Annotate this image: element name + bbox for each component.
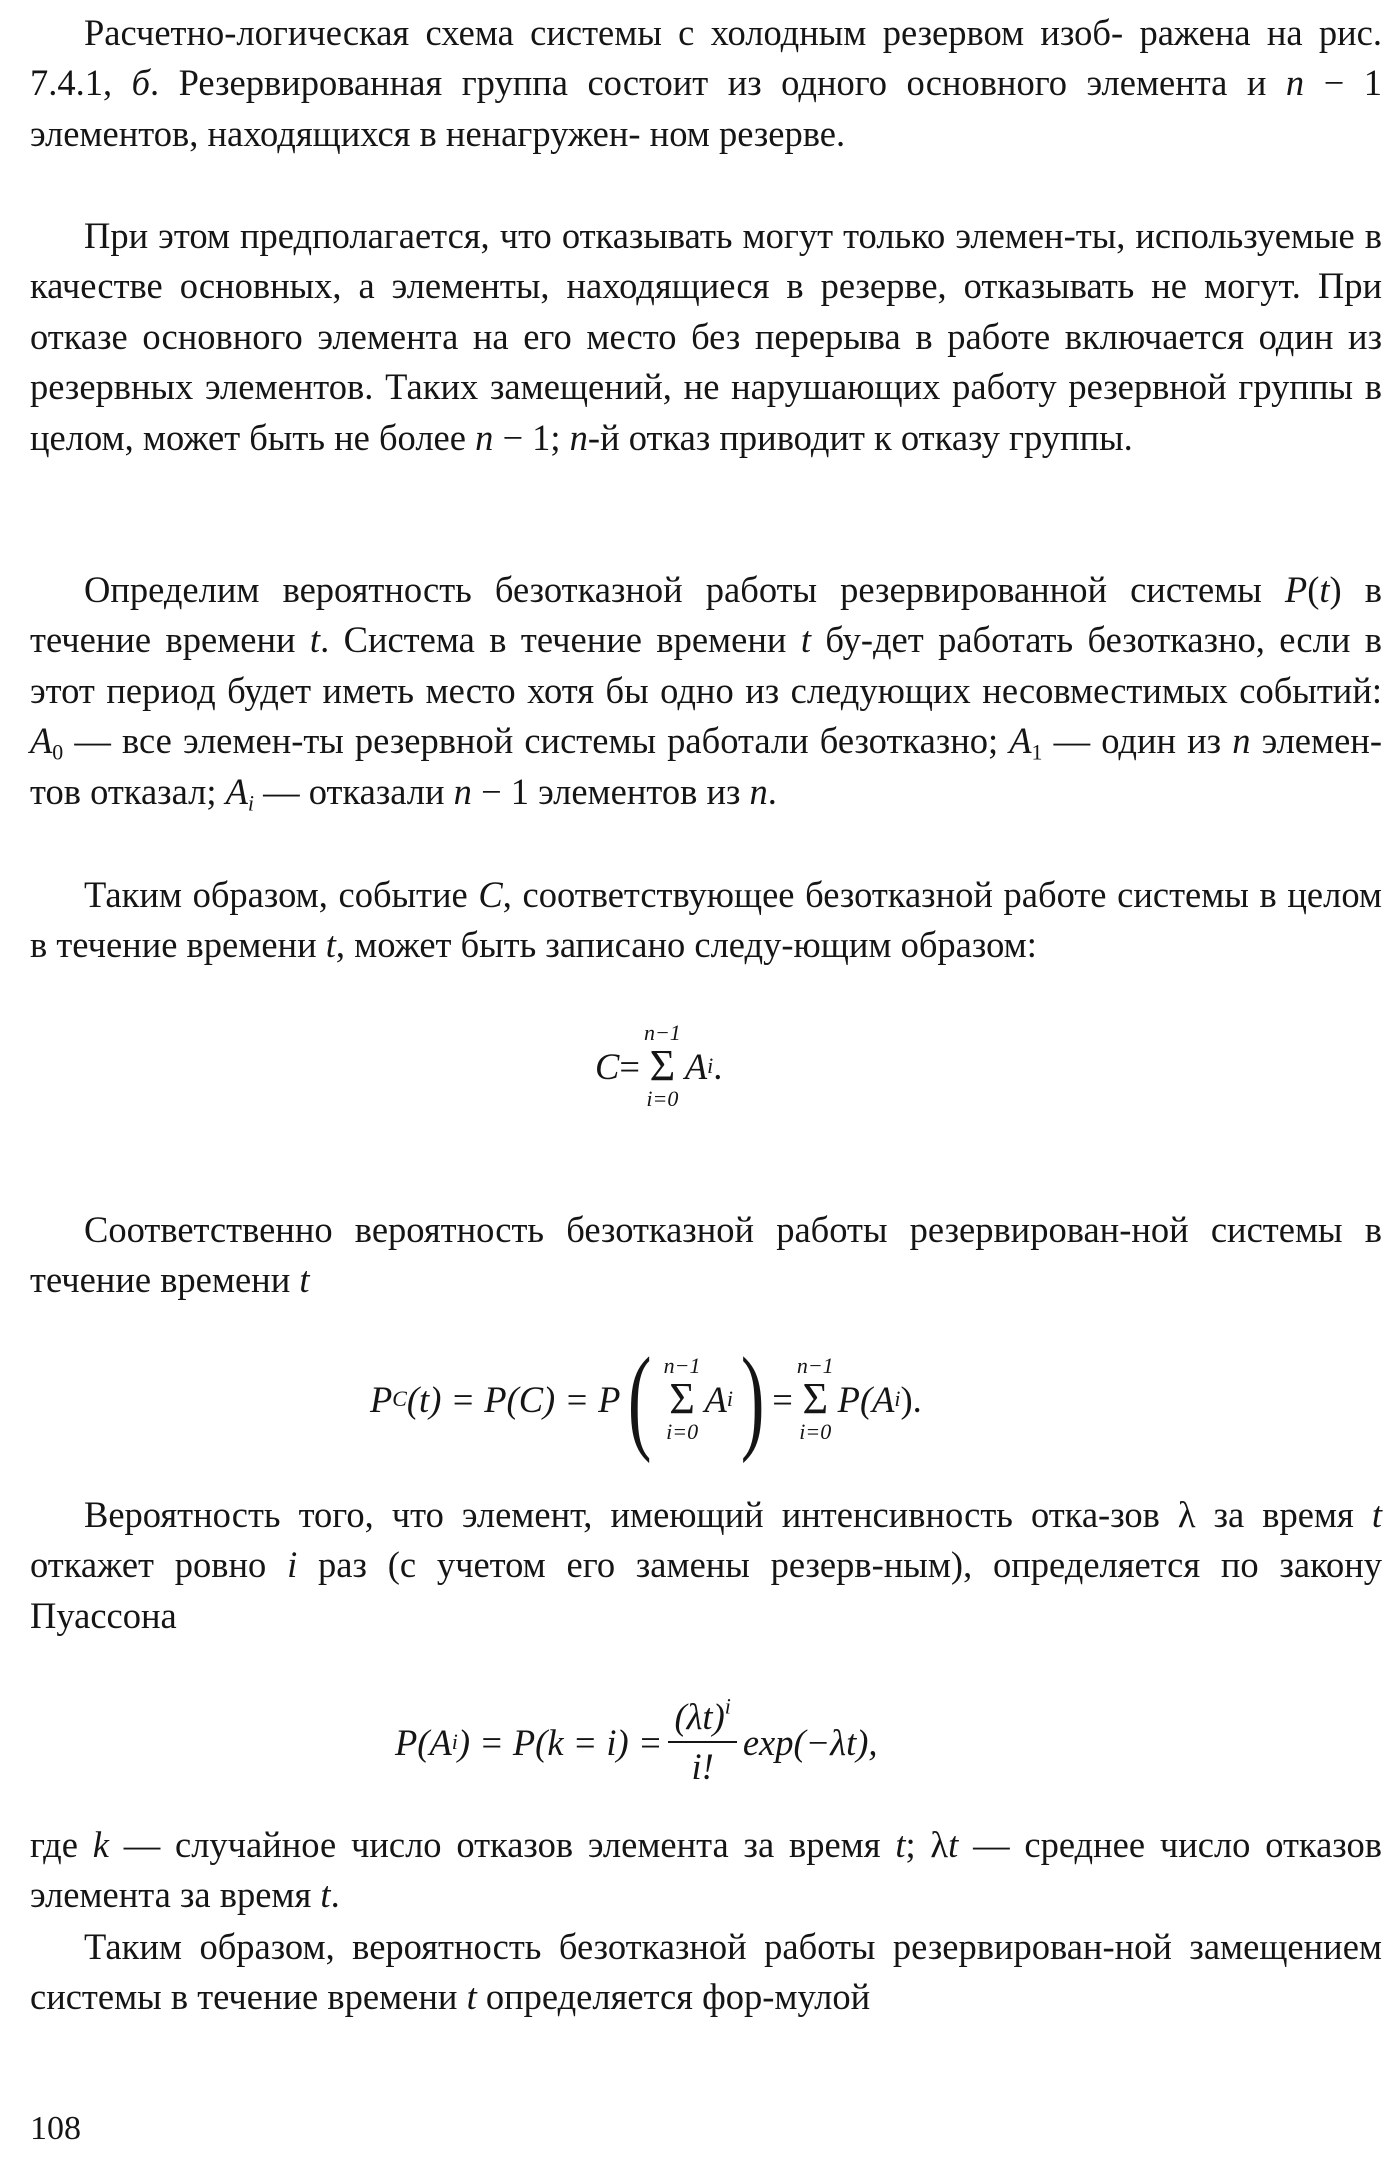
paragraph-6: Вероятность того, что элемент, имеющий интенсивность отка-зов λ за время t откажет ровно i раз (с учетом его замены резерв-ным), определяется по закону Пуассона (30, 1494, 1382, 1636)
paragraph-7: где k — случайное число отказов элемента за время t; λt — среднее число отказов элемента за время t. (30, 1824, 1382, 1916)
sum-operator: n−1 Σ i=0 (796, 1353, 834, 1444)
paragraph-5: Соответственно вероятность безотказной работы резервирован-ной системы в течение времени t (30, 1209, 1382, 1301)
formula-poisson: P(A i ) = P(k = i) = $\frac{(\lambda t)^i}{i!}$ exp(−λt), (395, 1693, 878, 1787)
paragraph-4: Таким образом, событие C, соответствующее безотказной работе системы в целом в течение времени t, может быть записано следу-ющим образом: (30, 874, 1382, 966)
poisson-fraction: $\frac{(\lambda t)^i}{i!}$ (668, 1695, 736, 1789)
paragraph-3: Определим вероятность безотказной работы резервированной системы P(t) в течение времени t. Система в течение времени t бу-дет работать безотказно, если в этот период будет иметь место хотя бы одно из следующих несовместимых событий: $A_0$ — все элемен-ты резервной системы работали безотказно; $A_1$ — один из n элемен-тов отказал; $A_i$ — отказали n − 1 элементов из n. (30, 569, 1382, 816)
paragraph-1: Расчетно-логическая схема системы с холодным резервом изоб- ражена на рис. 7.4.1, б. Резервированная группа состоит из одного основного элемента и n − 1 элементов, находящихся в ненагружен- ном резерве. (30, 12, 1383, 154)
formula-probability-sum: P C (t) = P(C) = P ( n−1 Σ i=0 A i ) = n−1 Σ i=0 P(A i ). (370, 1333, 922, 1464)
formula-sum-events: C = n−1 Σ i=0 A i . (595, 1020, 723, 1111)
paragraph-2: При этом предполагается, что отказывать могут только элемен-ты, используемые в качестве основных, а элементы, находящиеся в резерве, отказывать не могут. При отказе основного элемента на его место без перерыва в работе включается один из резервных элементов. Таких замещений, не нарушающих работу резервной группы в целом, может быть не более n − 1; n-й отказ приводит к отказу группы. (30, 215, 1382, 458)
sum-operator: n−1 Σ i=0 (663, 1353, 701, 1444)
page-number: 108 (30, 2110, 81, 2147)
paragraph-8: Таким образом, вероятность безотказной работы резервирован-ной замещением системы в течение времени t определяется фор-мулой (30, 1926, 1382, 2018)
sum-operator: n−1 Σ i=0 (643, 1020, 681, 1111)
